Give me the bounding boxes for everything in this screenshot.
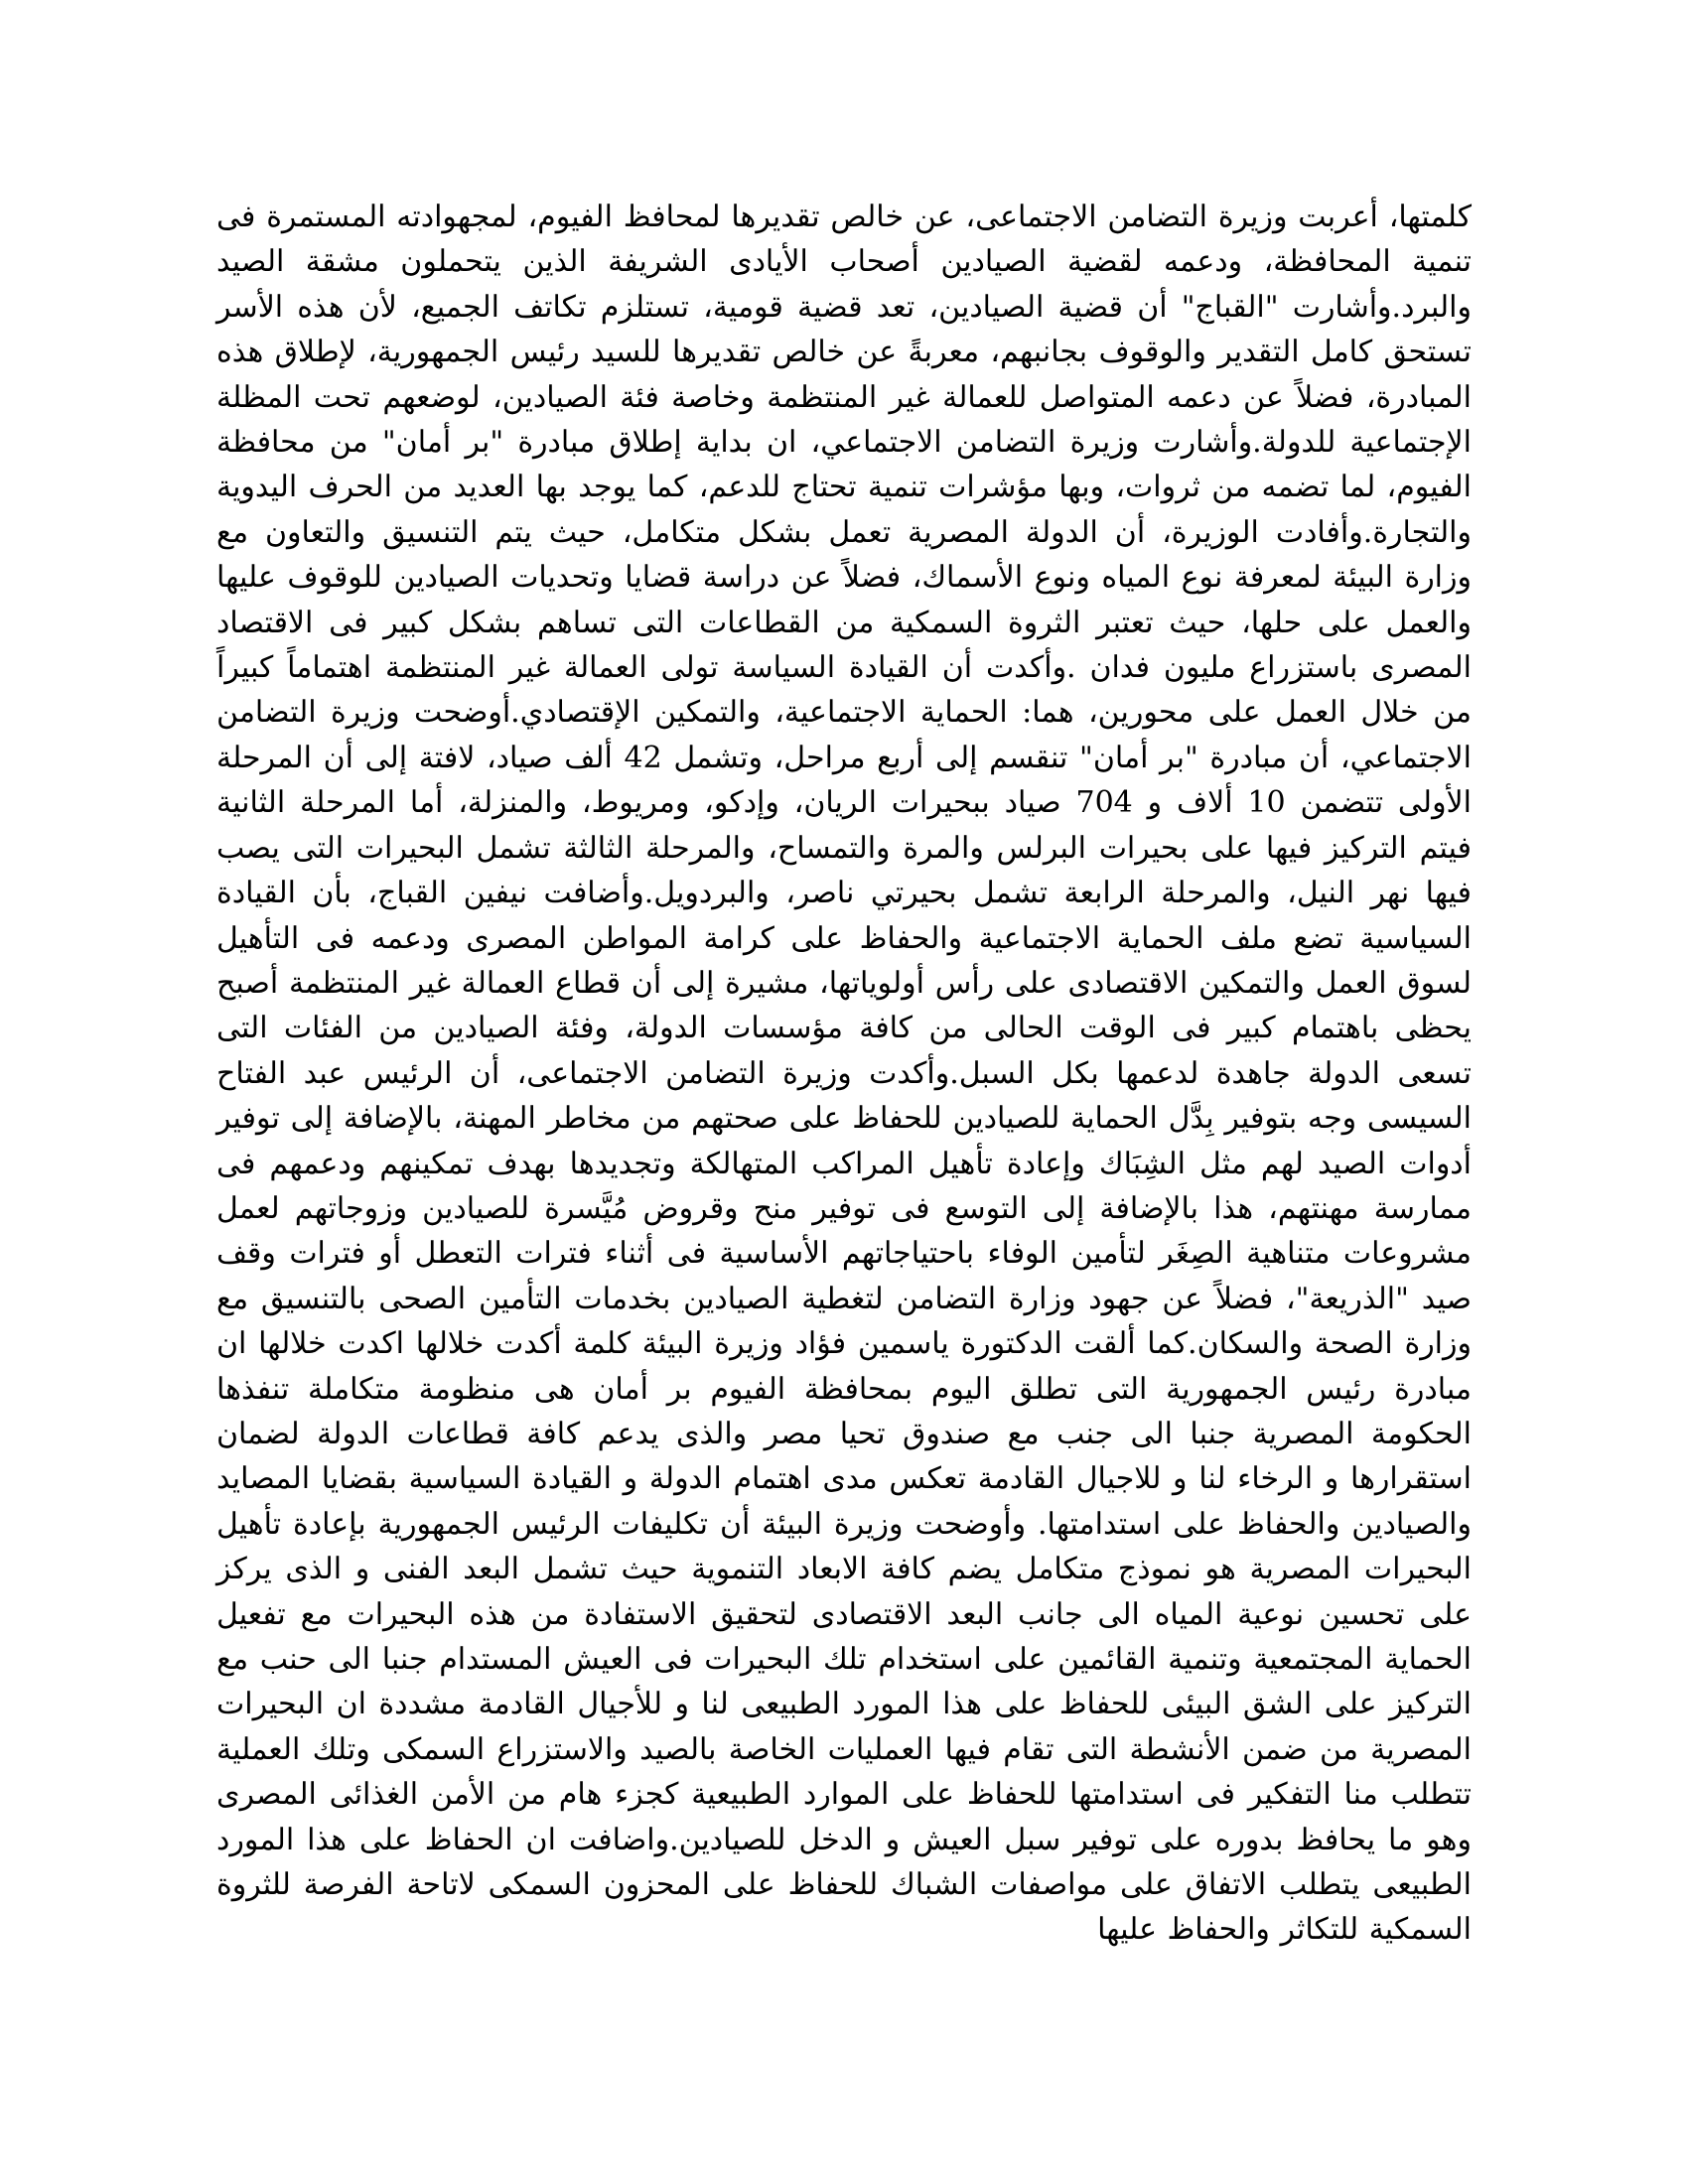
article-body-paragraph: كلمتها، أعربت وزيرة التضامن الاجتماعى، عن خالص تقديرها لمحافظ الفيوم، لمجهوادته المستمرة فى تنمية المحافظة، ودعمه لقضية الصيادين أصحاب الأيادى الشريفة الذين يتحملون مشقة الصيد والبرد.وأشارت "القباج" أن قضية الصيادين، تعد قضية قومية، تستلزم تكاتف الجميع، لأن هذه الأسر تستحق كامل التقدير والوقوف بجانبهم، معربةً عن خالص تقديرها للسيد رئيس الجمهورية، لإطلاق هذه المبادرة، فضلاً عن دعمه المتواصل للعمالة غير المنتظمة وخاصة فئة الصيادين، لوضعهم تحت المظلة الإجتماعية للدولة.وأشارت وزيرة التضامن الاجتماعي، ان بداية إطلاق مبادرة "بر أمان" من محافظة الفيوم، لما تضمه من ثروات، وبها مؤشرات تنمية تحتاج للدعم، كما يوجد بها العديد من الحرف اليدوية والتجارة.وأفادت الوزيرة، أن الدولة المصرية تعمل بشكل متكامل، حيث يتم التنسيق والتعاون مع وزارة البيئة لمعرفة نوع المياه ونوع الأسماك، فضلاً عن دراسة قضايا وتحديات الصيادين للوقوف عليها والعمل على حلها، حيث تعتبر الثروة السمكية من القطاعات التى تساهم بشكل كبير فى الاقتصاد المصرى باستزراع مليون فدان .وأكدت أن القيادة السياسة تولى العمالة غير المنتظمة اهتماماً كبيراً من خلال العمل على محورين، هما: الحماية الاجتماعية، والتمكين الإقتصادي.أوضحت وزيرة التضامن الاجتماعي، أن مبادرة "بر أمان" تنقسم إلى أربع مراحل، وتشمل 42 ألف صياد، لافتة إلى أن المرحلة الأولى تتضمن 10 ألاف و 704 صياد ببحيرات الريان، وإدكو، ومريوط، والمنزلة، أما المرحلة الثانية فيتم التركيز فيها على بحيرات البرلس والمرة والتمساح، والمرحلة الثالثة تشمل البحيرات التى يصب فيها نهر النيل، والمرحلة الرابعة تشمل بحيرتي ناصر، والبردويل.وأضافت نيفين القباج، بأن القيادة السياسية تضع ملف الحماية الاجتماعية والحفاظ على كرامة المواطن المصرى ودعمه فى التأهيل لسوق العمل والتمكين الاقتصادى على رأس أولوياتها، مشيرة إلى أن قطاع العمالة غير المنتظمة أصبح يحظى باهتمام كبير فى الوقت الحالى من كافة مؤسسات الدولة، وفئة الصيادين من الفئات التى تسعى الدولة جاهدة لدعمها بكل السبل.وأكدت وزيرة التضامن الاجتماعى، أن الرئيس عبد الفتاح السيسى وجه بتوفير بِدَّل الحماية للصيادين للحفاظ على صحتهم من مخاطر المهنة، بالإضافة إلى توفير أدوات الصيد لهم مثل الشِبَاك وإعادة تأهيل المراكب المتهالكة وتجديدها بهدف تمكينهم ودعمهم فى ممارسة مهنتهم، هذا بالإضافة إلى التوسع فى توفير منح وقروض مُيَّسرة للصيادين وزوجاتهم لعمل مشروعات متناهية الصِغَر لتأمين الوفاء باحتياجاتهم الأساسية فى أثناء فترات التعطل أو فترات وقف صيد "الذريعة"، فضلاً عن جهود وزارة التضامن لتغطية الصيادين بخدمات التأمين الصحى بالتنسيق مع وزارة الصحة والسكان.كما ألقت الدكتورة ياسمين فؤاد وزيرة البيئة كلمة أكدت خلالها اكدت خلالها ان مبادرة رئيس الجمهورية التى تطلق اليوم بمحافظة الفيوم بر أمان هى منظومة متكاملة تنفذها الحكومة المصرية جنبا الى جنب مع صندوق تحيا مصر والذى يدعم كافة قطاعات الدولة لضمان استقرارها و الرخاء لنا و للاجيال القادمة تعكس مدى اهتمام الدولة و القيادة السياسية بقضايا المصايد والصيادين والحفاظ على استدامتها. وأوضحت وزيرة البيئة أن تكليفات الرئيس الجمهورية بإعادة تأهيل البحيرات المصرية هو نموذج متكامل يضم كافة الابعاد التنموية حيث تشمل البعد الفنى و الذى يركز على تحسين نوعية المياه الى جانب البعد الاقتصادى لتحقيق الاستفادة من هذه البحيرات مع تفعيل الحماية المجتمعية وتنمية القائمين على استخدام تلك البحيرات فى العيش المستدام جنبا الى حنب مع التركيز على الشق البيئى للحفاظ على هذا المورد الطبيعى لنا و للأجيال القادمة مشددة ان البحيرات المصرية من ضمن الأنشطة التى تقام فيها العمليات الخاصة بالصيد والاستزراع السمكى وتلك العملية تتطلب منا التفكير فى استدامتها للحفاظ على الموارد الطبيعية كجزء هام من الأمن الغذائى المصرى وهو ما يحافظ بدوره على توفير سبل العيش و الدخل للصيادين.واضافت ان الحفاظ على هذا المورد الطبيعى يتطلب الاتفاق على مواصفات الشباك للحفاظ على المحزون السمكى لاتاحة الفرصة للثروة السمكية للتكاثر والحفاظ عليها	[216, 200, 1473, 1948]
